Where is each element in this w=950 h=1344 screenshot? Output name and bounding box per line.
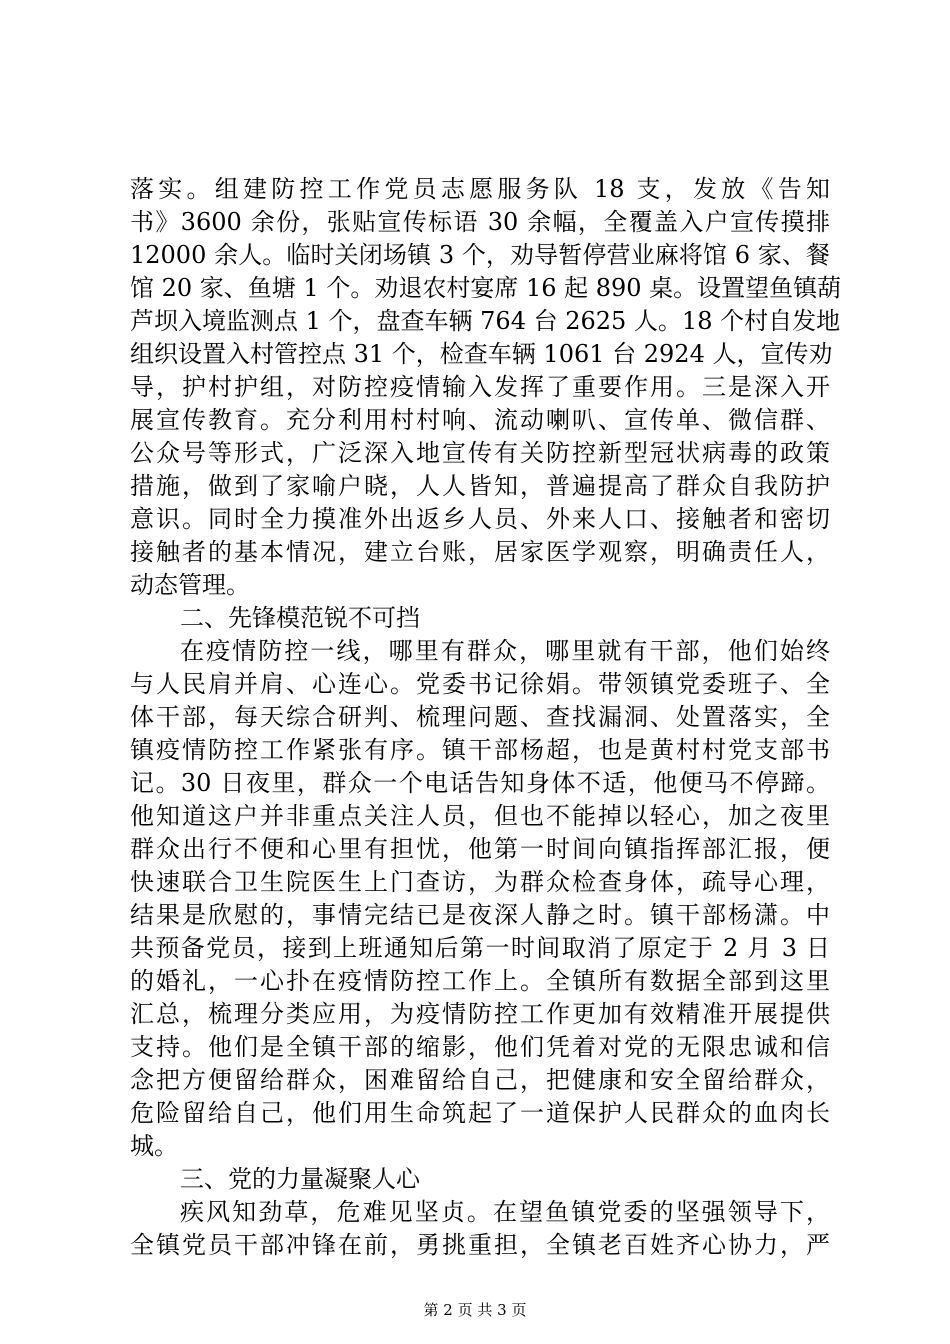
text-line: 支持。他们是全镇干部的缩影，他们凭着对党的无限忠诚和信 xyxy=(130,1033,830,1061)
text-line: 记。30 日夜里，群众一个电话告知身体不适，他便马不停蹄。 xyxy=(130,769,830,797)
text-line: 书》3600 余份，张贴宣传标语 30 余幅，全覆盖入户宣传摸排 xyxy=(130,208,830,236)
text-line: 群众出行不便和心里有担忧，他第一时间向镇指挥部汇报，便 xyxy=(130,835,830,863)
text-line: 接触者的基本情况，建立台账，居家医学观察，明确责任人， xyxy=(130,538,830,566)
text-line: 他知道这户并非重点关注人员，但也不能掉以轻心，加之夜里 xyxy=(130,802,830,830)
text-line: 结果是欣慰的，事情完结已是夜深人静之时。镇干部杨潇。中 xyxy=(130,901,830,929)
text-line: 体干部，每天综合研判、梳理问题、查找漏洞、处置落实，全 xyxy=(130,703,830,731)
text-line: 共预备党员，接到上班通知后第一时间取消了原定于 2 月 3 日 xyxy=(130,934,830,962)
text-line: 12000 余人。临时关闭场镇 3 个，劝导暂停营业麻将馆 6 家、餐 xyxy=(130,241,830,269)
text-line: 的婚礼，一心扑在疫情防控工作上。全镇所有数据全部到这里 xyxy=(130,967,830,995)
text-line: 动态管理。 xyxy=(130,571,250,599)
text-line: 危险留给自己，他们用生命筑起了一道保护人民群众的血肉长 xyxy=(130,1099,830,1127)
text-line: 意识。同时全力摸准外出返乡人员、外来人口、接触者和密切 xyxy=(130,505,830,533)
text-line: 全镇党员干部冲锋在前，勇挑重担，全镇老百姓齐心协力，严 xyxy=(130,1231,830,1259)
section-heading: 三、党的力量凝聚人心 xyxy=(180,1165,420,1193)
text-line: 疾风知劲草，危难见坚贞。在望鱼镇党委的坚强领导下， xyxy=(180,1198,830,1226)
text-line: 城。 xyxy=(130,1132,178,1160)
text-line: 落实。组建防控工作党员志愿服务队 18 支，发放《告知 xyxy=(130,175,830,203)
text-line: 措施，做到了家喻户晓，人人皆知，普遍提高了群众自我防护 xyxy=(130,472,830,500)
text-line: 念把方便留给群众，困难留给自己，把健康和安全留给群众， xyxy=(130,1066,830,1094)
text-line: 与人民肩并肩、心连心。党委书记徐娟。带领镇党委班子、全 xyxy=(130,670,830,698)
text-line: 镇疫情防控工作紧张有序。镇干部杨超，也是黄村村党支部书 xyxy=(130,736,830,764)
text-line: 展宣传教育。充分利用村村响、流动喇叭、宣传单、微信群、 xyxy=(130,406,830,434)
text-line: 公众号等形式，广泛深入地宣传有关防控新型冠状病毒的政策 xyxy=(130,439,830,467)
text-line: 组织设置入村管控点 31 个，检查车辆 1061 台 2924 人，宣传劝 xyxy=(130,340,833,368)
text-line: 快速联合卫生院医生上门查访，为群众检查身体，疏导心理， xyxy=(130,868,830,896)
text-line: 汇总，梳理分类应用，为疫情防控工作更加有效精准开展提供 xyxy=(130,1000,830,1028)
section-heading: 二、先锋模范锐不可挡 xyxy=(180,604,420,632)
text-line: 芦坝入境监测点 1 个，盘查车辆 764 台 2625 人。18 个村自发地 xyxy=(130,307,841,335)
text-line: 馆 20 家、鱼塘 1 个。劝退农村宴席 16 起 890 桌。设置望鱼镇葫 xyxy=(130,274,842,302)
page-footer: 第 2 页 共 3 页 xyxy=(423,1301,527,1319)
text-line: 在疫情防控一线，哪里有群众，哪里就有干部，他们始终 xyxy=(180,637,830,665)
text-line: 导，护村护组，对防控疫情输入发挥了重要作用。三是深入开 xyxy=(130,373,830,401)
